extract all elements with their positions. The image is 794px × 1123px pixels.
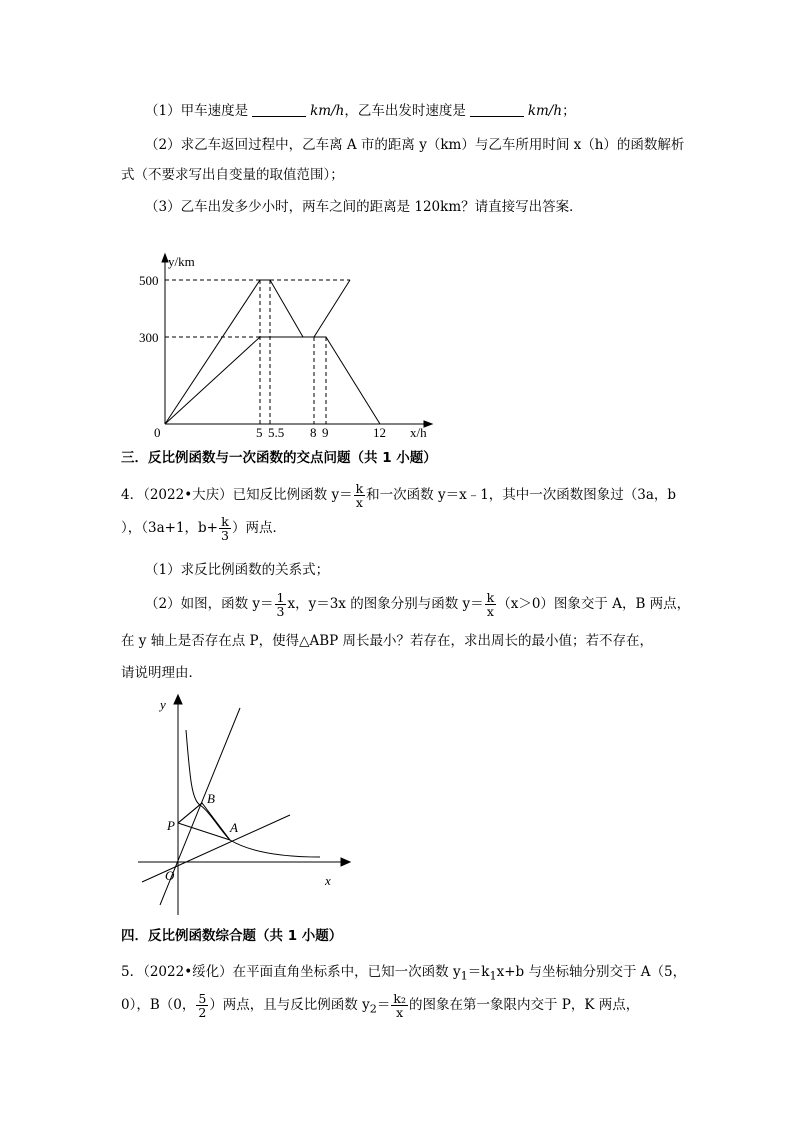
q4-part2-text-c: （x＞0）图象交于 A，B 两点， [497, 596, 691, 612]
q5-line2-text-b: ）两点，且与反比例函数 y [209, 997, 370, 1013]
hyperbola-graph [130, 690, 360, 920]
q4-line2-text-b: ）两点． [231, 520, 286, 536]
q4-part2-line1 [145, 589, 690, 619]
q5-line2-text-c: ＝ [376, 997, 391, 1013]
q4-line1 [121, 480, 676, 510]
frac-den: x [486, 604, 494, 619]
frac-den: x [396, 1005, 404, 1020]
q5-sub-2: 1 [489, 969, 497, 983]
y-axis-label: y/km [168, 254, 195, 269]
answer-blank-1 [252, 116, 306, 117]
q5-fraction-k2-over-x [391, 992, 408, 1019]
answer-blank-2 [470, 116, 524, 117]
x-axis-label: x/h [410, 425, 427, 440]
frac-num: k₂ [393, 991, 406, 1006]
q3-part2-line2: 式（不要求写出自变量的取值范围）； [121, 167, 344, 183]
q5-line2 [121, 990, 639, 1025]
x-tick-5-5: 5.5 [268, 425, 285, 440]
q3-part2-line1: （2）求乙车返回过程中，乙车离 A 市的距离 y（km）与乙车所用时间 x（h）的函数解析 [145, 137, 685, 153]
q5-line1 [121, 958, 686, 991]
q3-part3: （3）乙车出发多少小时，两车之间的距离是 120km？请直接写出答案． [145, 199, 583, 215]
distance-time-graph [130, 245, 440, 440]
q5-line1-text-c: x+b 与坐标轴分别交于 A（5， [496, 964, 687, 980]
frac-num: k [219, 515, 231, 529]
frac-num: 1 [276, 590, 285, 605]
section-4-title: 四．反比例函数综合题（共 1 小题） [121, 928, 343, 944]
q4-line1-text-b: 和一次函数 y＝x﹣1，其中一次函数图象过（3a，b [366, 487, 677, 503]
q4-line2 [121, 513, 286, 543]
y-tick-300: 300 [139, 330, 159, 345]
car-a-path [165, 337, 380, 424]
q4-fraction-k-over-x [354, 482, 366, 509]
q3-part1-text-e: ； [562, 103, 576, 119]
q3-unit-2: km/h [527, 103, 563, 119]
q3-part1-text-a: （1）甲车速度是 [145, 103, 249, 119]
q4-part2-line2: 在 y 轴上是否存在点 P，使得△ABP 周长最小？若存在，求出周长的最小值；若不存在， [121, 633, 654, 649]
q4-part2-line3: 请说明理由． [121, 665, 202, 681]
x-tick-5: 5 [256, 425, 263, 440]
frac-num: 5 [198, 991, 207, 1006]
origin-label: 0 [154, 425, 161, 440]
q5-sub-3: 2 [369, 1002, 377, 1016]
y-tick-500: 500 [139, 273, 159, 288]
x-axis-label: x [325, 873, 331, 888]
x-tick-9: 9 [322, 425, 329, 440]
frac-num: k [355, 481, 364, 496]
section-3-title: 三．反比例函数与一次函数的交点问题（共 1 小题） [121, 450, 437, 466]
q3-part1 [145, 102, 576, 120]
q5-sub-1: 1 [460, 969, 468, 983]
q4-fraction-one-third [275, 591, 287, 618]
frac-den: 3 [276, 604, 285, 619]
q3-part1-text-c: ，乙车出发时速度是 [344, 103, 466, 119]
frac-num: k [486, 590, 495, 605]
y-axis-arrow [174, 695, 182, 704]
point-p-label: P [167, 818, 175, 833]
q4-part2-text-a: （2）如图，函数 y＝ [145, 596, 274, 612]
q4-part1: （1）求反比例函数的关系式； [145, 562, 330, 578]
guide-lines [165, 280, 350, 424]
y-axis-label: y [160, 697, 166, 712]
q4-line2-text-a: ），（3a+1，b+ [121, 520, 218, 536]
point-a-label: A [230, 820, 238, 835]
q5-fraction-5-over-2 [196, 992, 208, 1019]
frac-den: 3 [221, 528, 229, 543]
q4-line1-text-a: 4．（2022•大庆）已知反比例函数 y＝ [121, 487, 353, 503]
q4-fraction-k-over-3 [219, 515, 231, 542]
q4-fraction-k-over-x-2 [485, 591, 497, 618]
frac-den: 2 [198, 1005, 207, 1020]
segment-pb [178, 803, 202, 823]
x-axis-arrow [341, 858, 350, 866]
x-tick-12: 12 [373, 425, 386, 440]
q4-part2-text-b: x，y＝3x 的图象分别与函数 y＝ [287, 596, 484, 612]
car-b-path [165, 280, 350, 424]
x-tick-8: 8 [310, 425, 317, 440]
q3-unit-1: km/h [310, 103, 345, 119]
point-b-label: B [207, 791, 215, 806]
q5-line1-text-a: 5．（2022•绥化）在平面直角坐标系中，已知一次函数 y [121, 964, 461, 980]
origin-label: O [165, 868, 175, 883]
frac-den: x [355, 495, 363, 510]
q5-line1-text-b: ＝k [467, 964, 490, 980]
q5-line2-text-d: 的图象在第一象限内交于 P，K 两点， [409, 997, 640, 1013]
q5-line2-text-a: 0），B（0， [121, 997, 196, 1013]
